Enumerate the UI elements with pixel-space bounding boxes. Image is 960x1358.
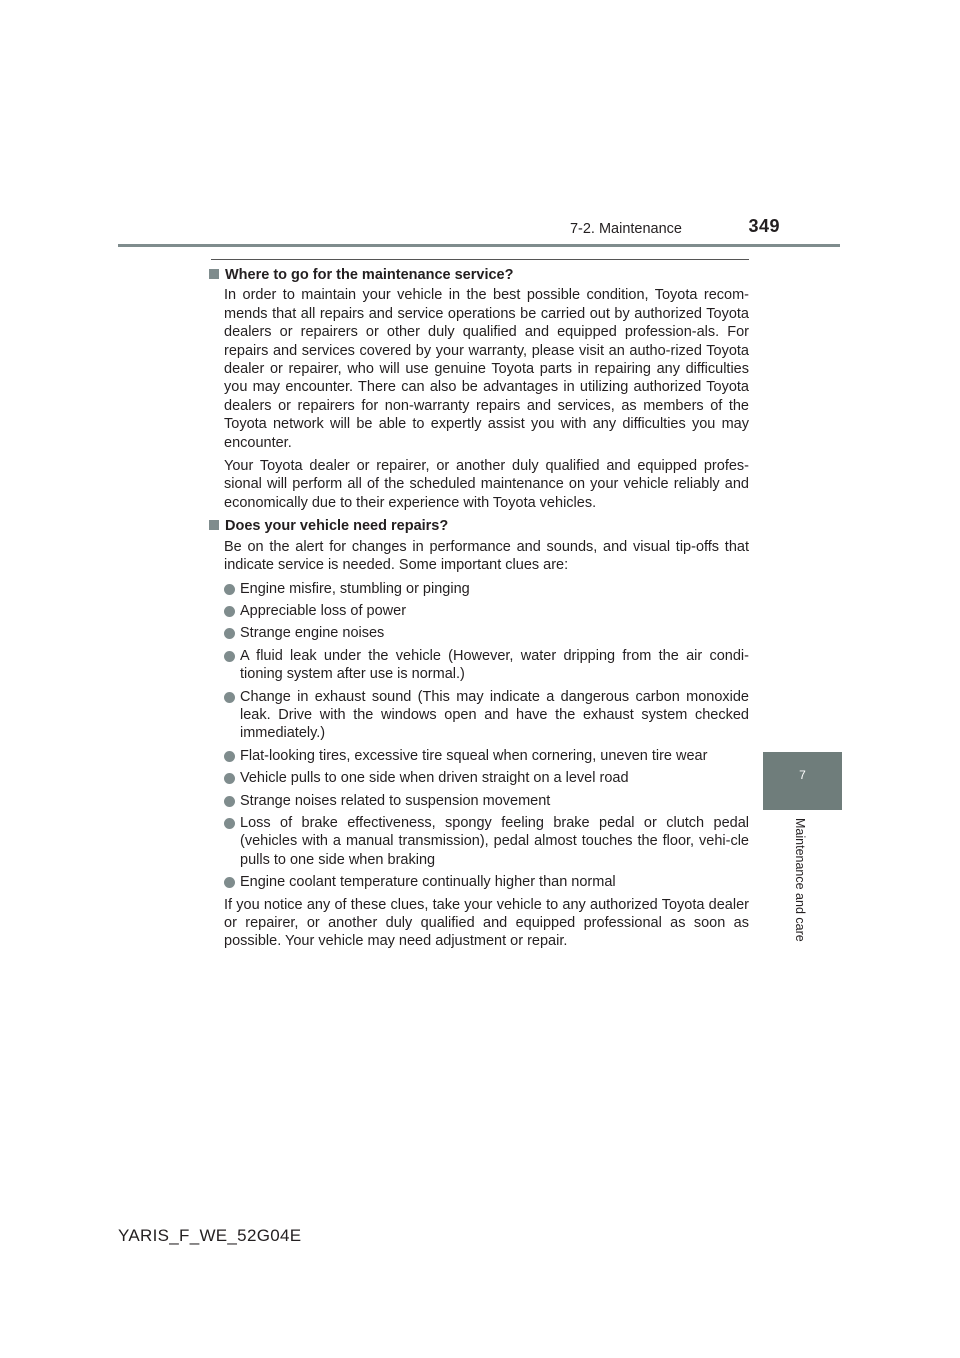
paragraph: If you notice any of these clues, take your vehicle to any authorized Toyota dealer or repairer, or another duly qualified and equipped professional as soon as possible. Your vehicle may need adjustment or repair. <box>224 896 749 950</box>
main-content <box>209 266 749 956</box>
list-item <box>224 747 749 765</box>
paragraph: Be on the alert for changes in performance and sounds, and visual tip-offs that indicate service is needed. Some important clues are: <box>224 538 749 574</box>
list-item-text: Flat-looking tires, excessive tire squeal when cornering, uneven tire wear <box>240 747 708 764</box>
round-bullet-icon <box>224 651 235 662</box>
list-item <box>224 602 749 620</box>
list-item <box>224 647 749 684</box>
document-code: YARIS_F_WE_52G04E <box>118 1226 302 1245</box>
round-bullet-icon <box>224 796 235 807</box>
heading-maintenance-service <box>209 266 749 284</box>
square-bullet-icon <box>209 520 219 530</box>
round-bullet-icon <box>224 628 235 639</box>
chapter-number: 7 <box>799 768 806 782</box>
header-rule <box>118 244 840 247</box>
list-item-text: Engine coolant temperature continually higher than normal <box>240 874 616 891</box>
list-item-text: Strange noises related to suspension movement <box>240 792 551 809</box>
list-item-text: Loss of brake effectiveness, spongy feeling brake pedal or clutch pedal (vehicles with a manual transmission), pedal almost touches the floor, vehi-cle pulls to one side when braking <box>240 814 749 868</box>
round-bullet-icon <box>224 818 235 829</box>
round-bullet-icon <box>224 773 235 784</box>
list-item <box>224 814 749 869</box>
heading-vehicle-repairs <box>209 517 749 535</box>
round-bullet-icon <box>224 692 235 703</box>
paragraph: Your Toyota dealer or repairer, or another duly qualified and equipped profes-sional will perform all of the scheduled maintenance on your vehicle reliably and economically due to their experience with Toyota vehicles. <box>224 458 749 511</box>
paragraph: In order to maintain your vehicle in the best possible condition, Toyota recom-mends that all repairs and service operations be carried out by authorized Toyota dealers or repairers or other duly qualified and equipped profession-als. For repairs and services covered by your warranty, please visit an autho-rized Toyota dealer or repairer, who will use genuine Toyota parts in repairing any difficulties you may encounter. There can also be advantages in utilizing authorized Toyota dealers or repairers for non-warranty repairs and services, as members of the Toyota network will be able to expertly assist you with any difficulties you may encounter. <box>224 287 749 451</box>
page-number: 349 <box>748 216 780 236</box>
list-item-text: Appreciable loss of power <box>240 602 407 619</box>
square-bullet-icon <box>209 269 219 279</box>
list-item-text: Strange engine noises <box>240 625 385 642</box>
list-item-text: A fluid leak under the vehicle (However, water dripping from the air condi-tioning system after use is normal.) <box>240 647 749 683</box>
heading-text: Where to go for the maintenance service? <box>225 267 514 283</box>
list-item <box>224 580 749 598</box>
list-item <box>224 873 749 891</box>
list-item <box>224 792 749 810</box>
list-item <box>224 769 749 787</box>
round-bullet-icon <box>224 606 235 617</box>
section-title: 7-2. Maintenance <box>569 221 682 237</box>
list-item-text: Change in exhaust sound (This may indicate a dangerous carbon monoxide leak. Drive with the windows open and have the exhaust system checked immediately.) <box>240 688 749 742</box>
list-item-text: Vehicle pulls to one side when driven straight on a level road <box>240 770 629 787</box>
round-bullet-icon <box>224 877 235 888</box>
list-item <box>224 624 749 642</box>
round-bullet-icon <box>224 584 235 595</box>
content-top-rule <box>211 259 749 260</box>
list-item-text: Engine misfire, stumbling or pinging <box>240 580 470 597</box>
round-bullet-icon <box>224 751 235 762</box>
chapter-label: Maintenance and care <box>793 818 807 942</box>
heading-text: Does your vehicle need repairs? <box>225 518 449 535</box>
list-item <box>224 688 749 743</box>
